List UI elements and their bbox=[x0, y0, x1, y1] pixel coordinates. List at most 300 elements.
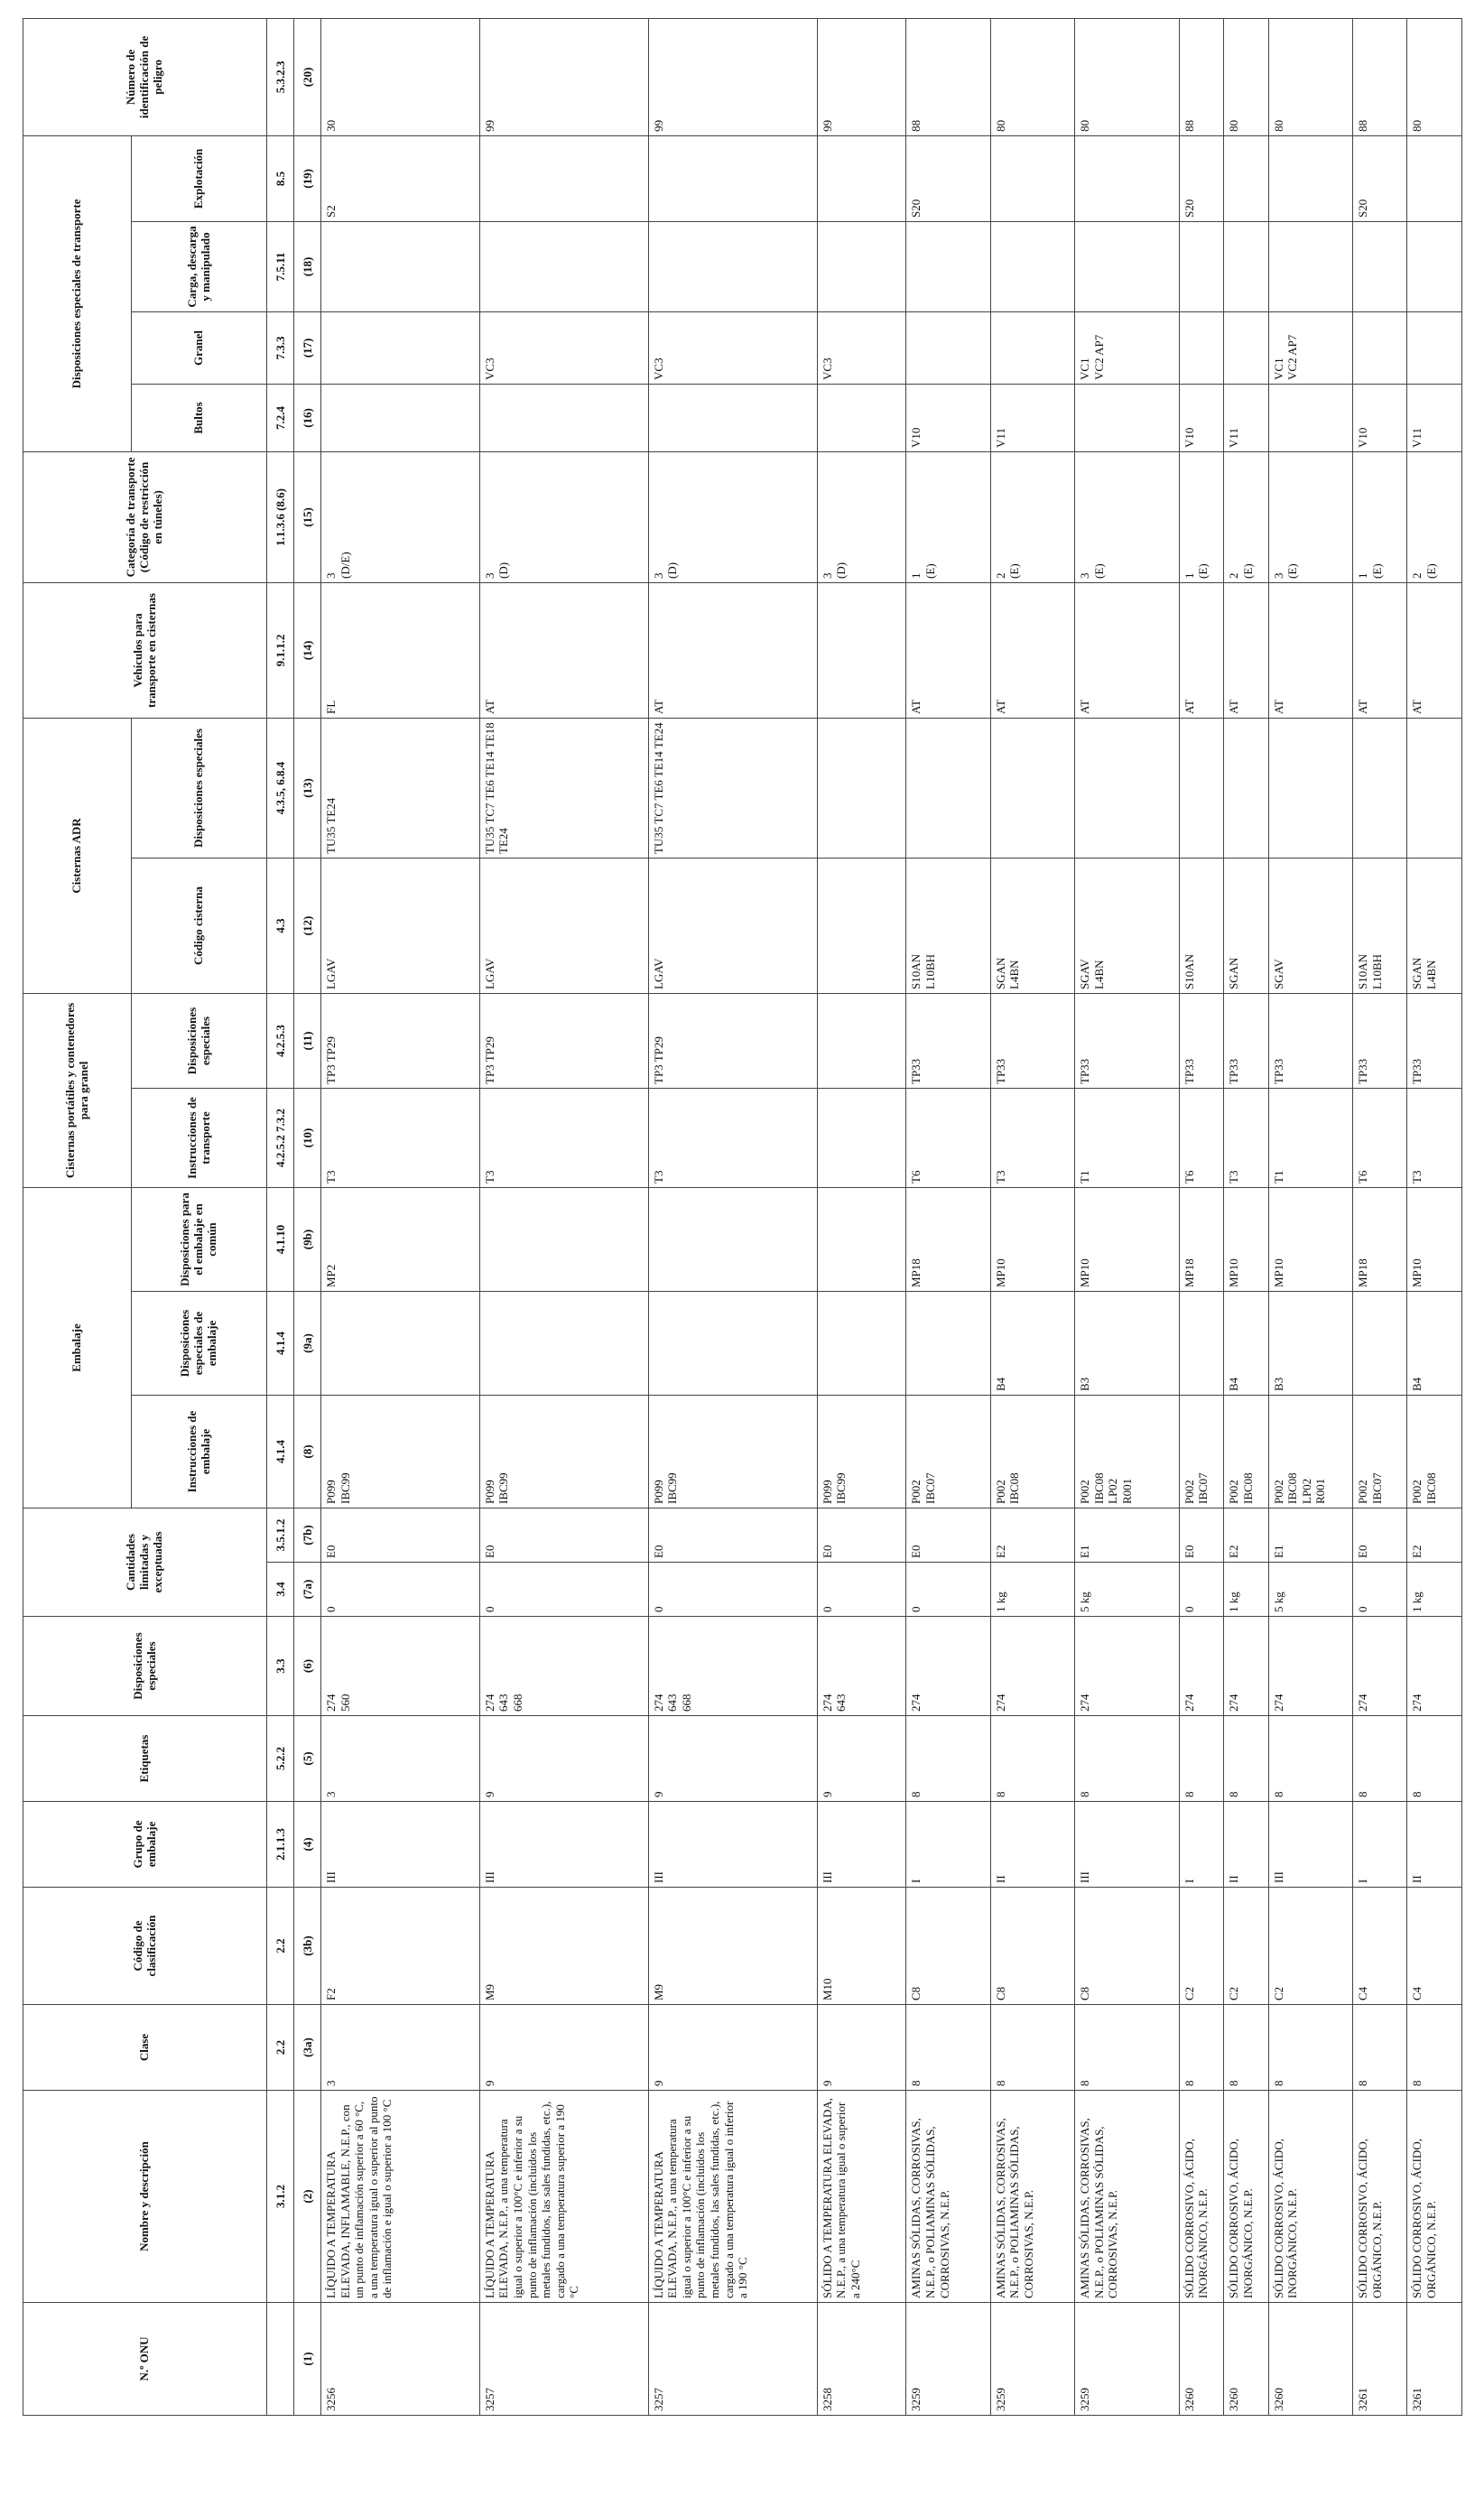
table-cell: 274 643 668 bbox=[648, 1617, 817, 1716]
table-cell: MP10 bbox=[1407, 1187, 1462, 1291]
reference-row bbox=[267, 18, 294, 2415]
ref-cell: 3.5.1.2 bbox=[267, 1508, 294, 1563]
table-cell: 3 bbox=[321, 1716, 480, 1802]
table-cell: AT bbox=[1268, 582, 1352, 718]
table-cell: MP18 bbox=[1179, 1187, 1223, 1291]
table-cell: LÍQUIDO A TEMPERATURA ELEVADA, INFLAMABLE, N.E.P., con un punto de inflamación superior a 60 °C, a una temperatura igual o superior al punto de inflamación e igual o superior a 100 °C bbox=[321, 2091, 480, 2303]
table-cell: P099 IBC99 bbox=[648, 1396, 817, 1508]
table-cell: 274 bbox=[906, 1617, 990, 1716]
table-cell: 99 bbox=[817, 18, 906, 135]
column-number-row bbox=[294, 18, 321, 2415]
ref-cell: 4.1.10 bbox=[267, 1187, 294, 1291]
table-cell: M9 bbox=[479, 1888, 648, 2005]
table-cell bbox=[1179, 221, 1223, 311]
dangerous-goods-table bbox=[23, 18, 1462, 2416]
table-cell bbox=[648, 384, 817, 451]
table-cell bbox=[817, 1187, 906, 1291]
header-pt-special: Disposiciones especiales bbox=[132, 993, 267, 1088]
table-cell: 9 bbox=[648, 2005, 817, 2091]
table-cell: TP33 bbox=[990, 993, 1074, 1088]
table-row bbox=[1407, 18, 1462, 2415]
table-cell: 1 kg bbox=[1224, 1563, 1268, 1617]
column-number-cell: (14) bbox=[294, 582, 321, 718]
table-cell: I bbox=[906, 1802, 990, 1888]
table-cell bbox=[648, 1187, 817, 1291]
table-cell: 8 bbox=[1224, 1716, 1268, 1802]
table-cell: V11 bbox=[1407, 384, 1462, 451]
table-cell: 1 kg bbox=[990, 1563, 1074, 1617]
column-number-cell: (15) bbox=[294, 451, 321, 582]
table-cell: MP10 bbox=[990, 1187, 1074, 1291]
header-special-packing: Disposiciones especiales de embalaje bbox=[132, 1292, 267, 1396]
table-cell: 8 bbox=[1407, 1716, 1462, 1802]
table-cell: MP10 bbox=[1224, 1187, 1268, 1291]
table-cell: LÍQUIDO A TEMPERATURA ELEVADA, N.E.P., a una temperatura igual o superior a 100°C e inferior a su punto de inflamación (incluidos los metales fundidos, las sales fundidas, etc.), cargado a una temperatura igual o inferior a 190 °C bbox=[648, 2091, 817, 2303]
table-cell: TU35 TC7 TE6 TE14 TE18 TE24 bbox=[479, 718, 648, 858]
table-cell: V11 bbox=[1224, 384, 1268, 451]
table-cell: TP33 bbox=[1353, 993, 1407, 1088]
table-cell: 80 bbox=[1075, 18, 1179, 135]
table-cell: 88 bbox=[1353, 18, 1407, 135]
table-cell: MP18 bbox=[1353, 1187, 1407, 1291]
table-cell bbox=[1224, 135, 1268, 221]
table-cell: E0 bbox=[1353, 1508, 1407, 1563]
table-cell: AT bbox=[648, 582, 817, 718]
table-cell bbox=[990, 221, 1074, 311]
table-cell: TP33 bbox=[1075, 993, 1179, 1088]
table-cell: S10AN L10BH bbox=[1353, 858, 1407, 993]
table-cell: 0 bbox=[817, 1563, 906, 1617]
table-cell: 5 kg bbox=[1075, 1563, 1179, 1617]
table-cell: 274 560 bbox=[321, 1617, 480, 1716]
table-cell: SÓLIDO A TEMPERATURA ELEVADA, N.E.P., a una temperatura igual o superior a 240°C bbox=[817, 2091, 906, 2303]
table-cell: T6 bbox=[1179, 1088, 1223, 1187]
table-cell: E0 bbox=[817, 1508, 906, 1563]
table-cell: E0 bbox=[906, 1508, 990, 1563]
table-cell: MP18 bbox=[906, 1187, 990, 1291]
header-portable-tanks: Cisternas portátiles y contenedores para granel bbox=[23, 993, 132, 1187]
table-cell: AMINAS SÓLIDAS, CORROSIVAS, N.E.P., o POLIAMINAS SÓLIDAS, CORROSIVAS, N.E.P. bbox=[990, 2091, 1074, 2303]
table-cell: III bbox=[817, 1802, 906, 1888]
table-cell: S2 bbox=[321, 135, 480, 221]
table-cell: E1 bbox=[1268, 1508, 1352, 1563]
table-cell bbox=[817, 993, 906, 1088]
table-cell: B3 bbox=[1075, 1292, 1179, 1396]
table-cell: E2 bbox=[1407, 1508, 1462, 1563]
table-cell: VC1 VC2 AP7 bbox=[1268, 311, 1352, 384]
table-cell: 9 bbox=[479, 1716, 648, 1802]
table-row bbox=[1353, 18, 1407, 2415]
table-cell bbox=[817, 718, 906, 858]
table-cell: 8 bbox=[1268, 1716, 1352, 1802]
table-cell bbox=[479, 221, 648, 311]
column-number-cell: (12) bbox=[294, 858, 321, 993]
table-cell bbox=[1075, 221, 1179, 311]
table-cell: C2 bbox=[1179, 1888, 1223, 2005]
table-row bbox=[321, 18, 480, 2415]
table-cell: 80 bbox=[990, 18, 1074, 135]
table-cell: AT bbox=[479, 582, 648, 718]
header-pt-instructions: Instrucciones de transporte bbox=[132, 1088, 267, 1187]
table-cell: III bbox=[479, 1802, 648, 1888]
header-un-no: N.º ONU bbox=[23, 2303, 267, 2416]
header-tank-code: Código cisterna bbox=[132, 858, 267, 993]
ref-cell: 2.2 bbox=[267, 1888, 294, 2005]
table-cell: TP33 bbox=[1268, 993, 1352, 1088]
table-cell: II bbox=[1224, 1802, 1268, 1888]
table-cell bbox=[479, 1187, 648, 1291]
table-cell bbox=[1268, 384, 1352, 451]
table-cell: 3260 bbox=[1268, 2303, 1352, 2416]
table-cell: C8 bbox=[1075, 1888, 1179, 2005]
header-tank-special: Disposiciones especiales bbox=[132, 718, 267, 858]
table-cell: C4 bbox=[1353, 1888, 1407, 2005]
table-cell: TP33 bbox=[906, 993, 990, 1088]
table-cell: SÓLIDO CORROSIVO, ÁCIDO, INORGÁNICO, N.E.P. bbox=[1268, 2091, 1352, 2303]
header-mixed-packing: Disposiciones para el embalaje en común bbox=[132, 1187, 267, 1291]
table-cell: 2 (E) bbox=[990, 451, 1074, 582]
table-cell: 3 bbox=[321, 2005, 480, 2091]
table-cell: C8 bbox=[906, 1888, 990, 2005]
table-cell: T3 bbox=[321, 1088, 480, 1187]
header-operation: Explotación bbox=[132, 135, 267, 221]
table-cell: E0 bbox=[321, 1508, 480, 1563]
table-cell: T3 bbox=[479, 1088, 648, 1187]
table-cell: T3 bbox=[990, 1088, 1074, 1187]
ref-cell: 3.1.2 bbox=[267, 2091, 294, 2303]
ref-cell: 2.1.1.3 bbox=[267, 1802, 294, 1888]
table-cell: 8 bbox=[1179, 2005, 1223, 2091]
table-row bbox=[817, 18, 906, 2415]
table-cell: AT bbox=[1224, 582, 1268, 718]
table-cell: 8 bbox=[906, 1716, 990, 1802]
table-cell: 9 bbox=[479, 2005, 648, 2091]
table-cell bbox=[1353, 1292, 1407, 1396]
table-cell: 274 643 bbox=[817, 1617, 906, 1716]
table-cell bbox=[321, 221, 480, 311]
table-row bbox=[906, 18, 990, 2415]
table-cell: 3256 bbox=[321, 2303, 480, 2416]
table-cell: 80 bbox=[1268, 18, 1352, 135]
table-cell: 3 (D) bbox=[817, 451, 906, 582]
table-cell: C2 bbox=[1268, 1888, 1352, 2005]
table-cell: 8 bbox=[1407, 2005, 1462, 2091]
table-cell: B3 bbox=[1268, 1292, 1352, 1396]
ref-cell: 1.1.3.6 (8.6) bbox=[267, 451, 294, 582]
table-cell: AT bbox=[1075, 582, 1179, 718]
table-cell bbox=[817, 582, 906, 718]
table-cell: SGAN L4BN bbox=[990, 858, 1074, 993]
table-row bbox=[990, 18, 1074, 2415]
table-cell: 8 bbox=[1075, 2005, 1179, 2091]
table-cell: 274 bbox=[1075, 1617, 1179, 1716]
column-number-cell: (1) bbox=[294, 2303, 321, 2416]
header-class-code: Código de clasificación bbox=[23, 1888, 267, 2005]
table-cell: 99 bbox=[648, 18, 817, 135]
column-number-cell: (20) bbox=[294, 18, 321, 135]
header-adr-tanks: Cisternas ADR bbox=[23, 718, 132, 993]
table-cell: 3 (E) bbox=[1075, 451, 1179, 582]
table-cell bbox=[1407, 311, 1462, 384]
column-number-cell: (7b) bbox=[294, 1508, 321, 1563]
table-cell: 99 bbox=[479, 18, 648, 135]
ref-cell: 4.3.5, 6.8.4 bbox=[267, 718, 294, 858]
table-cell: P099 IBC99 bbox=[321, 1396, 480, 1508]
table-cell: T1 bbox=[1268, 1088, 1352, 1187]
table-cell: F2 bbox=[321, 1888, 480, 2005]
header-vehicle: Vehículos para transporte en cisternas bbox=[23, 582, 267, 718]
table-cell: MP10 bbox=[1075, 1187, 1179, 1291]
table-cell bbox=[648, 135, 817, 221]
table-cell bbox=[906, 718, 990, 858]
table-row bbox=[1268, 18, 1352, 2415]
table-cell: 3260 bbox=[1179, 2303, 1223, 2416]
table-cell: 3 (E) bbox=[1268, 451, 1352, 582]
table-cell bbox=[479, 384, 648, 451]
table-cell: 8 bbox=[1179, 1716, 1223, 1802]
column-number-cell: (3a) bbox=[294, 2005, 321, 2091]
table-cell: C4 bbox=[1407, 1888, 1462, 2005]
table-cell: P099 IBC99 bbox=[479, 1396, 648, 1508]
header-special-transport: Disposiciones especiales de transporte bbox=[23, 135, 132, 451]
table-cell: VC1 VC2 AP7 bbox=[1075, 311, 1179, 384]
table-cell bbox=[817, 1292, 906, 1396]
column-number-cell: (4) bbox=[294, 1802, 321, 1888]
table-cell: 3 (D/E) bbox=[321, 451, 480, 582]
table-row bbox=[1224, 18, 1268, 2415]
table-cell bbox=[1075, 135, 1179, 221]
table-cell: 9 bbox=[817, 1716, 906, 1802]
table-cell: 9 bbox=[648, 1716, 817, 1802]
table-cell: I bbox=[1179, 1802, 1223, 1888]
table-cell: LGAV bbox=[479, 858, 648, 993]
table-cell bbox=[1407, 135, 1462, 221]
table-cell: T3 bbox=[1407, 1088, 1462, 1187]
column-number-cell: (10) bbox=[294, 1088, 321, 1187]
ref-cell: 5.3.2.3 bbox=[267, 18, 294, 135]
table-cell: 80 bbox=[1407, 18, 1462, 135]
table-cell: 3261 bbox=[1407, 2303, 1462, 2416]
table-cell: B4 bbox=[990, 1292, 1074, 1396]
table-cell: P002 IBC08 bbox=[1407, 1396, 1462, 1508]
table-cell bbox=[906, 1292, 990, 1396]
table-cell: 1 (E) bbox=[1353, 451, 1407, 582]
table-cell bbox=[906, 221, 990, 311]
header-loading: Carga, descarga y manipulado bbox=[132, 221, 267, 311]
table-cell bbox=[648, 221, 817, 311]
table-cell: 8 bbox=[906, 2005, 990, 2091]
table-cell bbox=[479, 135, 648, 221]
table-cell: LÍQUIDO A TEMPERATURA ELEVADA, N.E.P., a una temperatura igual o superior a 100°C e inferior a su punto de inflamación (incluidos los metales fundidos, las sales fundidas, etc.), cargado a una temperatura superior a 190 °C bbox=[479, 2091, 648, 2303]
table-cell: V10 bbox=[1353, 384, 1407, 451]
table-cell: T3 bbox=[1224, 1088, 1268, 1187]
column-number-cell: (6) bbox=[294, 1617, 321, 1716]
table-cell: VC3 bbox=[817, 311, 906, 384]
column-number-cell: (7a) bbox=[294, 1563, 321, 1617]
table-cell: 5 kg bbox=[1268, 1563, 1352, 1617]
table-cell: 3257 bbox=[648, 2303, 817, 2416]
table-cell: 3 (D) bbox=[479, 451, 648, 582]
column-number-cell: (13) bbox=[294, 718, 321, 858]
table-cell bbox=[1353, 221, 1407, 311]
table-cell bbox=[1075, 718, 1179, 858]
table-cell: 0 bbox=[479, 1563, 648, 1617]
table-cell: 0 bbox=[906, 1563, 990, 1617]
table-cell: SGAN bbox=[1224, 858, 1268, 993]
table-cell: FL bbox=[321, 582, 480, 718]
table-cell bbox=[479, 1292, 648, 1396]
table-cell: II bbox=[1407, 1802, 1462, 1888]
table-cell: AMINAS SÓLIDAS, CORROSIVAS, N.E.P., o POLIAMINAS SÓLIDAS, CORROSIVAS, N.E.P. bbox=[906, 2091, 990, 2303]
column-number-cell: (17) bbox=[294, 311, 321, 384]
table-cell: III bbox=[321, 1802, 480, 1888]
table-cell bbox=[648, 1292, 817, 1396]
header-bulk: Granel bbox=[132, 311, 267, 384]
table-cell: T1 bbox=[1075, 1088, 1179, 1187]
table-cell: VC3 bbox=[479, 311, 648, 384]
table-cell: M9 bbox=[648, 1888, 817, 2005]
table-cell bbox=[321, 1292, 480, 1396]
ref-cell: 7.3.3 bbox=[267, 311, 294, 384]
table-cell: E0 bbox=[1179, 1508, 1223, 1563]
column-number-cell: (3b) bbox=[294, 1888, 321, 2005]
ref-cell: 4.2.5.2 7.3.2 bbox=[267, 1088, 294, 1187]
column-number-cell: (5) bbox=[294, 1716, 321, 1802]
header-name: Nombre y descripción bbox=[23, 2091, 267, 2303]
table-cell: 8 bbox=[1353, 2005, 1407, 2091]
header-transport-category: Categoría de transporte (Código de restricción en túneles) bbox=[23, 451, 267, 582]
table-cell: SÓLIDO CORROSIVO, ÁCIDO, INORGÁNICO, N.E.P. bbox=[1224, 2091, 1268, 2303]
ref-cell: 4.1.4 bbox=[267, 1292, 294, 1396]
table-cell bbox=[1268, 135, 1352, 221]
table-cell: III bbox=[648, 1802, 817, 1888]
table-cell: 274 643 668 bbox=[479, 1617, 648, 1716]
table-cell: AT bbox=[906, 582, 990, 718]
table-cell bbox=[1179, 718, 1223, 858]
table-cell bbox=[1353, 718, 1407, 858]
table-cell: 1 (E) bbox=[906, 451, 990, 582]
table-cell: 274 bbox=[1224, 1617, 1268, 1716]
ref-cell: 3.3 bbox=[267, 1617, 294, 1716]
table-cell: TP3 TP29 bbox=[321, 993, 480, 1088]
table-cell: E0 bbox=[479, 1508, 648, 1563]
table-cell: 0 bbox=[321, 1563, 480, 1617]
table-cell: C8 bbox=[990, 1888, 1074, 2005]
table-cell: AT bbox=[1407, 582, 1462, 718]
table-cell: P002 IBC08 bbox=[1224, 1396, 1268, 1508]
ref-cell: 4.3 bbox=[267, 858, 294, 993]
table-cell: SÓLIDO CORROSIVO, ÁCIDO, ORGÁNICO, N.E.P. bbox=[1407, 2091, 1462, 2303]
table-cell: TP33 bbox=[1224, 993, 1268, 1088]
table-cell: T6 bbox=[1353, 1088, 1407, 1187]
table-cell bbox=[321, 311, 480, 384]
table-cell: 88 bbox=[1179, 18, 1223, 135]
table-cell: SGAN L4BN bbox=[1407, 858, 1462, 993]
table-cell: TU35 TE24 bbox=[321, 718, 480, 858]
table-cell: MP2 bbox=[321, 1187, 480, 1291]
table-cell: T3 bbox=[648, 1088, 817, 1187]
ref-cell: 3.4 bbox=[267, 1563, 294, 1617]
table-cell: P002 IBC07 bbox=[906, 1396, 990, 1508]
table-cell bbox=[906, 311, 990, 384]
table-cell bbox=[1224, 311, 1268, 384]
column-number-cell: (19) bbox=[294, 135, 321, 221]
table-cell: E2 bbox=[1224, 1508, 1268, 1563]
table-cell: MP10 bbox=[1268, 1187, 1352, 1291]
table-cell: 0 bbox=[1353, 1563, 1407, 1617]
table-cell: C2 bbox=[1224, 1888, 1268, 2005]
table-cell: 274 bbox=[1353, 1617, 1407, 1716]
table-cell: 80 bbox=[1224, 18, 1268, 135]
table-cell: E2 bbox=[990, 1508, 1074, 1563]
table-cell bbox=[990, 135, 1074, 221]
table-cell bbox=[1268, 718, 1352, 858]
table-row bbox=[1075, 18, 1179, 2415]
table-cell bbox=[990, 718, 1074, 858]
table-cell: 3261 bbox=[1353, 2303, 1407, 2416]
ref-cell: 2.2 bbox=[267, 2005, 294, 2091]
table-cell bbox=[1353, 311, 1407, 384]
table-cell: II bbox=[990, 1802, 1074, 1888]
ref-cell: 4.2.5.3 bbox=[267, 993, 294, 1088]
table-cell: 3258 bbox=[817, 2303, 906, 2416]
table-cell: 8 bbox=[1224, 2005, 1268, 2091]
table-cell: P002 IBC08 LP02 R001 bbox=[1075, 1396, 1179, 1508]
table-cell: LGAV bbox=[648, 858, 817, 993]
table-cell: III bbox=[1075, 1802, 1179, 1888]
table-cell: 88 bbox=[906, 18, 990, 135]
table-cell: E0 bbox=[648, 1508, 817, 1563]
table-cell: III bbox=[1268, 1802, 1352, 1888]
table-cell: V10 bbox=[1179, 384, 1223, 451]
table-cell bbox=[817, 384, 906, 451]
table-cell: S20 bbox=[1353, 135, 1407, 221]
table-cell: 9 bbox=[817, 2005, 906, 2091]
column-number-cell: (9b) bbox=[294, 1187, 321, 1291]
table-cell: 0 bbox=[1179, 1563, 1223, 1617]
table-row bbox=[648, 18, 817, 2415]
table-cell bbox=[817, 1088, 906, 1187]
table-cell: 3259 bbox=[990, 2303, 1074, 2416]
table-cell bbox=[990, 311, 1074, 384]
table-cell: T6 bbox=[906, 1088, 990, 1187]
table-cell: I bbox=[1353, 1802, 1407, 1888]
table-cell bbox=[1179, 311, 1223, 384]
table-cell: SGAV L4BN bbox=[1075, 858, 1179, 993]
ref-cell: 9.1.1.2 bbox=[267, 582, 294, 718]
table-cell: 274 bbox=[1268, 1617, 1352, 1716]
table-cell: S20 bbox=[1179, 135, 1223, 221]
table-cell bbox=[1075, 384, 1179, 451]
table-row bbox=[479, 18, 648, 2415]
table-cell: VC3 bbox=[648, 311, 817, 384]
table-cell: TP3 TP29 bbox=[479, 993, 648, 1088]
table-cell bbox=[1407, 718, 1462, 858]
table-cell bbox=[817, 135, 906, 221]
table-cell: SÓLIDO CORROSIVO, ÁCIDO, INORGÁNICO, N.E.P. bbox=[1179, 2091, 1223, 2303]
table-cell: P002 IBC08 LP02 R001 bbox=[1268, 1396, 1352, 1508]
table-cell: AMINAS SÓLIDAS, CORROSIVAS, N.E.P., o POLIAMINAS SÓLIDAS, CORROSIVAS, N.E.P. bbox=[1075, 2091, 1179, 2303]
column-number-cell: (8) bbox=[294, 1396, 321, 1508]
table-cell: 3257 bbox=[479, 2303, 648, 2416]
table-row bbox=[1179, 18, 1223, 2415]
header-labels: Etiquetas bbox=[23, 1716, 267, 1802]
table-cell: AT bbox=[1179, 582, 1223, 718]
header-packaging: Embalaje bbox=[23, 1187, 132, 1508]
table-cell bbox=[321, 384, 480, 451]
table-cell: 2 (E) bbox=[1224, 451, 1268, 582]
table-cell: 1 (E) bbox=[1179, 451, 1223, 582]
